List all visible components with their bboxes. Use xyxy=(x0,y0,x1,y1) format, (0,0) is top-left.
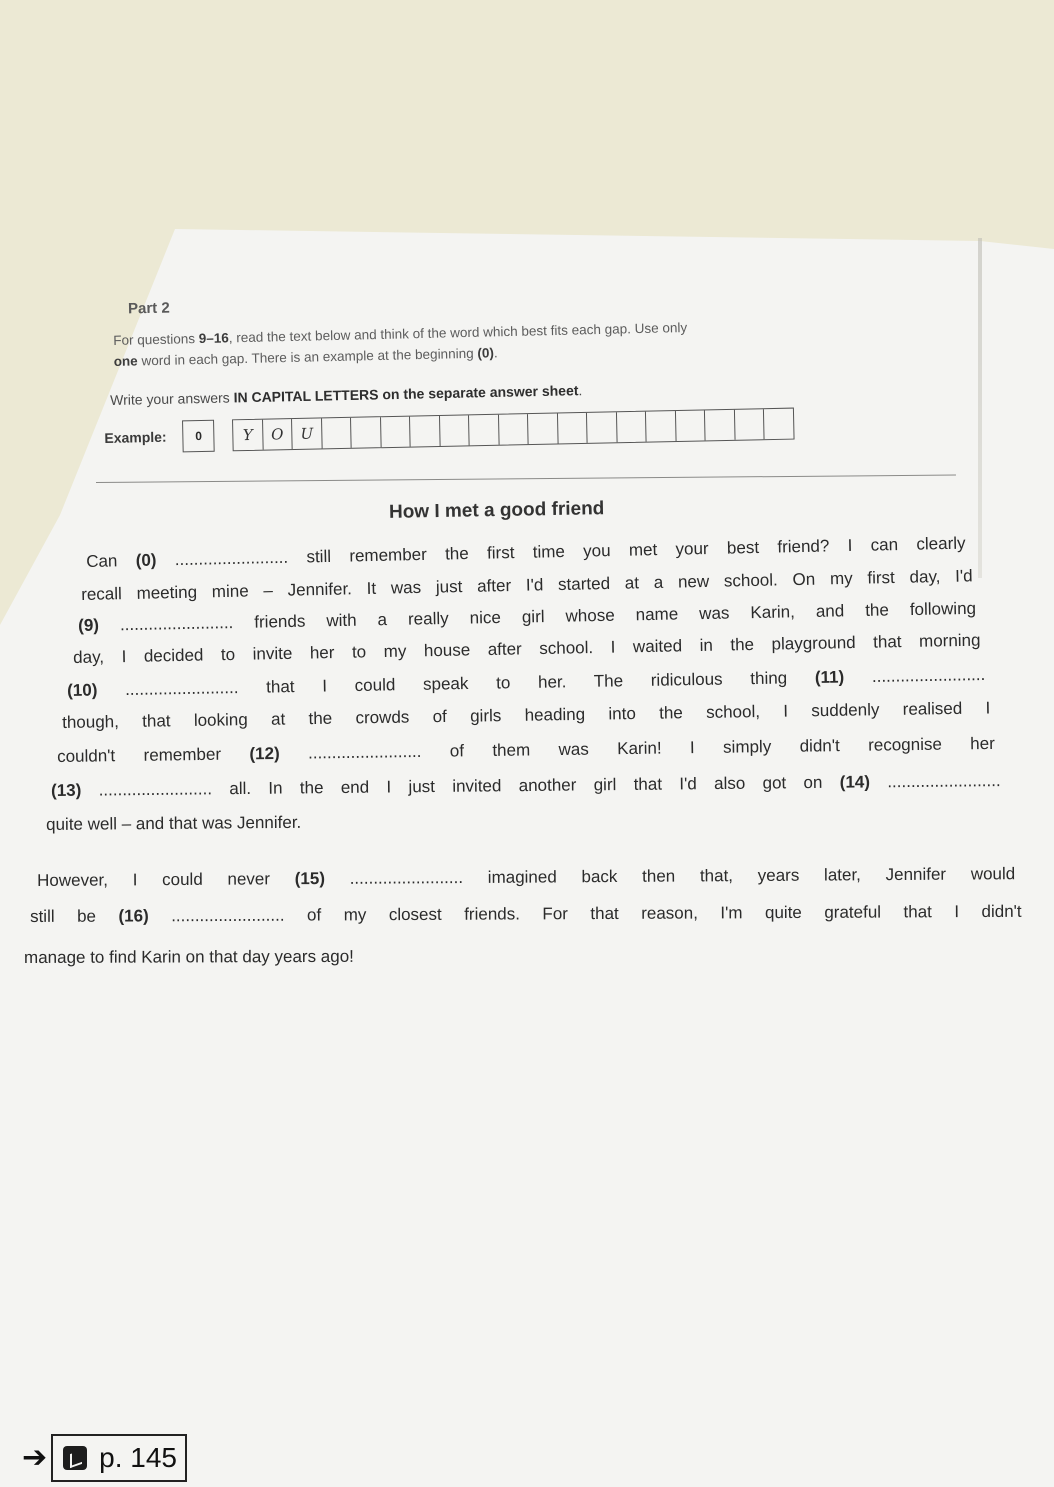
gap-blank: ........................ xyxy=(324,867,488,888)
gap-number: (14) xyxy=(839,772,871,792)
gap-number: (12) xyxy=(249,743,280,764)
text-title: How I met a good friend xyxy=(388,498,605,523)
text-segment: that I could speak to her. The ridiculous thing xyxy=(266,667,816,697)
answer-letter-box xyxy=(617,412,647,443)
book-icon xyxy=(63,1446,87,1470)
gap-number: (11) xyxy=(814,667,845,687)
gap-number: (0) xyxy=(135,550,157,570)
answer-letter-box xyxy=(381,417,411,448)
text-line xyxy=(46,813,301,835)
gap-blank: ........................ xyxy=(156,547,307,570)
text-segment: recall meeting mine – Jennifer. It was just after I'd started at a new school. On my first day, I'd xyxy=(81,566,973,604)
answer-letter-box: Y xyxy=(233,420,263,451)
answer-letter-box xyxy=(764,409,793,440)
example-number-box: 0 xyxy=(182,420,215,453)
gap-number: (13) xyxy=(51,780,82,800)
text-segment: However, I could never xyxy=(37,869,295,890)
text-segment: of them was Karin! I simply didn't recognise her xyxy=(449,733,995,761)
answer-instruction: Write your answers IN CAPITAL LETTERS on the separate answer sheet. xyxy=(110,382,583,408)
answer-letter-box xyxy=(469,415,499,446)
gap-blank: ........................ xyxy=(148,905,308,926)
text-segment: imagined back then that, years later, Jennifer would xyxy=(487,864,1016,887)
gap-number: (9) xyxy=(78,615,100,635)
text-segment: day, I decided to invite her to my house after school. I waited in the playground that morning xyxy=(73,630,981,667)
gap-blank: ........................ xyxy=(97,677,267,700)
gap-blank: ........................ xyxy=(81,779,230,800)
text-segment: Can xyxy=(86,550,136,571)
answer-letter-box xyxy=(440,415,470,446)
part-label: Part 2 xyxy=(127,299,170,318)
example-label: Example: xyxy=(104,428,167,446)
answer-letter-box xyxy=(735,409,765,440)
text-segment: manage to find Karin on that day years ago! xyxy=(24,946,354,967)
instructions: For questions 9–16, read the text below and think of the word which best fits each gap. Use only one word in each gap. There is an example at the beginning (0). xyxy=(113,319,688,369)
arrow-right-icon: ➔ xyxy=(22,1441,48,1474)
answer-letter-box xyxy=(322,418,352,449)
gap-blank: ........................ xyxy=(844,664,986,687)
gap-number: (10) xyxy=(67,680,98,700)
answer-letter-box xyxy=(499,414,529,445)
text-segment: couldn't remember xyxy=(57,744,250,766)
gap-blank: ........................ xyxy=(98,612,255,635)
answer-letter-box: O xyxy=(263,419,293,450)
answer-letter-box: U xyxy=(292,418,322,449)
answer-letter-box xyxy=(410,416,440,447)
page-reference xyxy=(22,1434,187,1482)
text-segment: of my closest friends. For that reason, I'm quite grateful that I didn't xyxy=(306,901,1022,925)
page-reference-box xyxy=(51,1434,187,1482)
gap-number: (16) xyxy=(118,906,149,926)
text-segment: though, that looking at the crowds of girls heading into the school, I suddenly realised I xyxy=(62,698,991,732)
text-segment: friends with a really nice girl whose name was Karin, and the following xyxy=(254,598,977,632)
answer-letter-box xyxy=(646,411,676,442)
answer-letter-box xyxy=(705,410,735,441)
text-segment: all. In the end I just invited another girl that I'd also got on xyxy=(229,772,840,799)
paper-fold-shadow xyxy=(978,238,982,578)
text-segment: quite well – and that was Jennifer. xyxy=(46,812,302,834)
answer-letter-box xyxy=(676,410,706,441)
answer-letter-box xyxy=(558,413,588,444)
answer-letter-box xyxy=(528,413,558,444)
answer-letter-box xyxy=(351,417,381,448)
answer-letter-box xyxy=(587,412,617,443)
text-line xyxy=(24,947,354,968)
text-segment: still be xyxy=(30,906,119,926)
gap-blank: ........................ xyxy=(279,741,450,763)
text-segment: still remember the first time you met your best friend? I can clearly xyxy=(306,533,966,567)
page-number: p. 145 xyxy=(99,1442,177,1473)
gap-blank: ........................ xyxy=(869,771,1001,792)
gap-number: (15) xyxy=(294,868,326,889)
